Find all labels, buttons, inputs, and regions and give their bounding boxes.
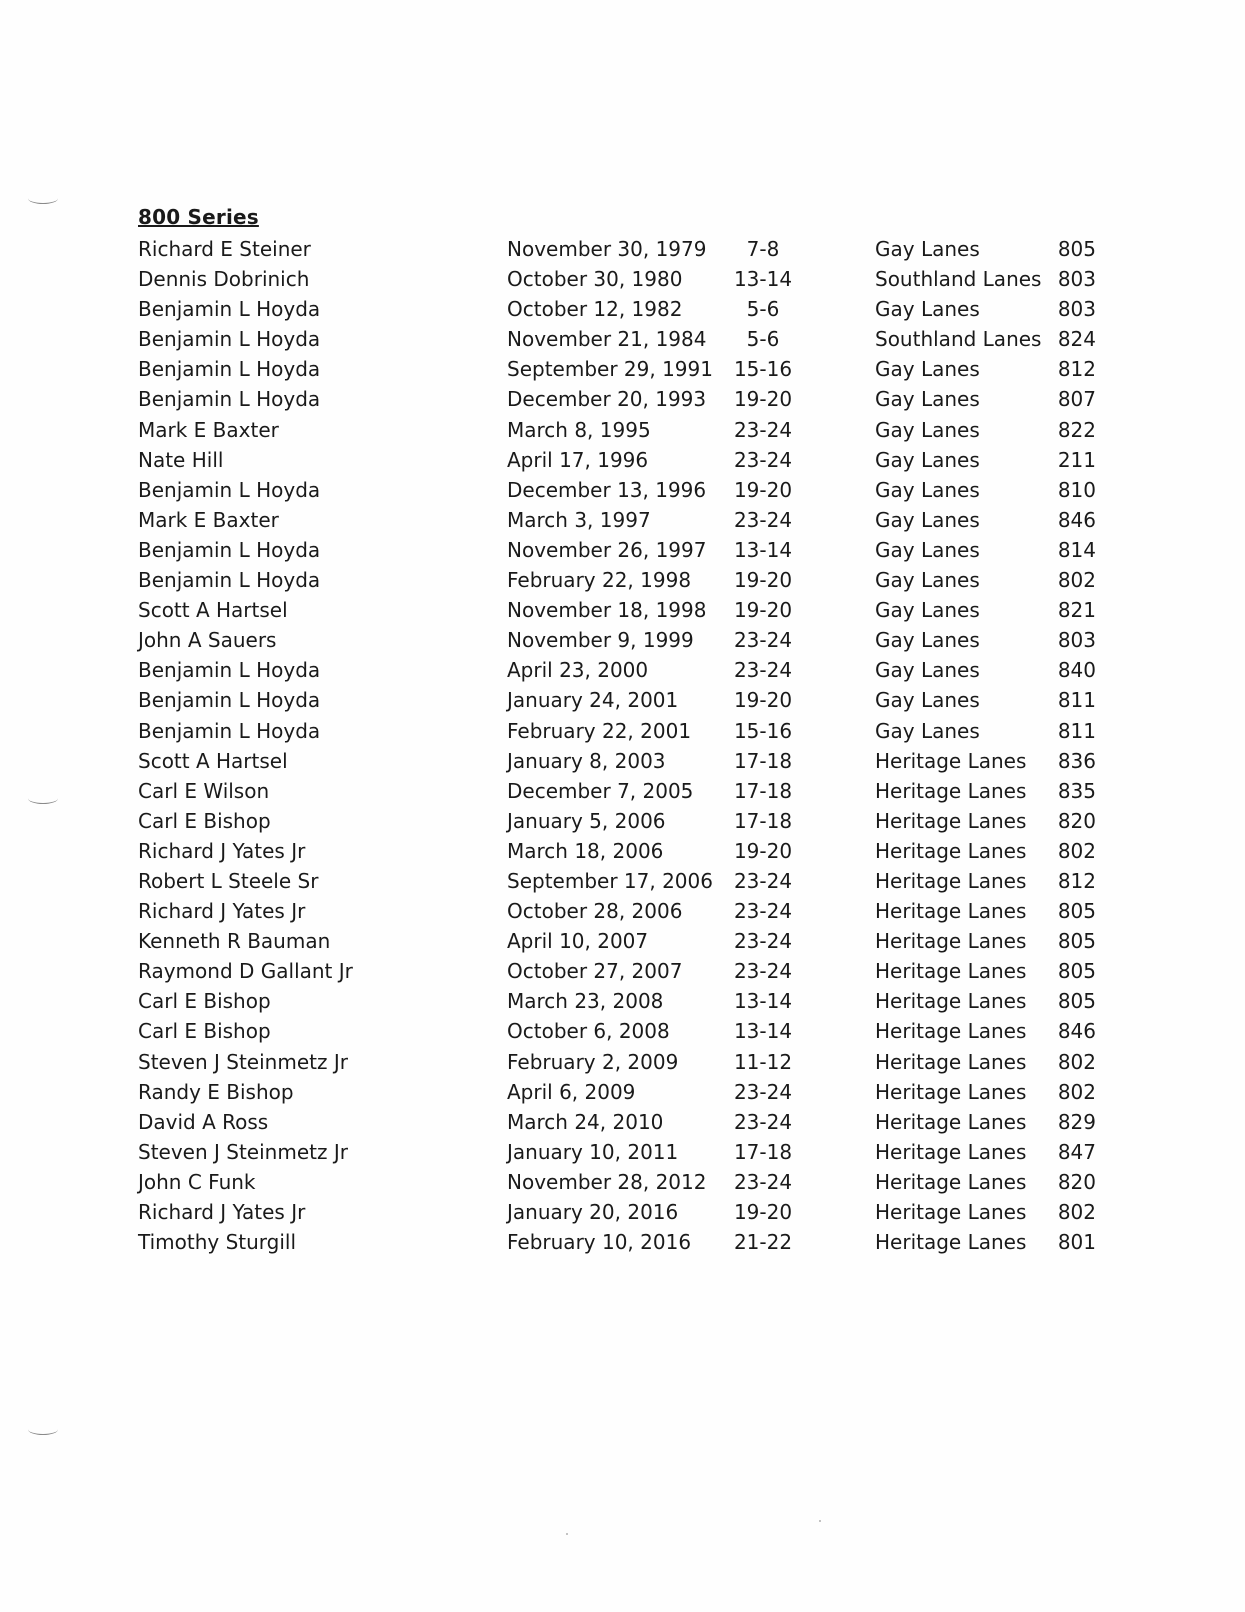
scan-speck: [566, 1533, 568, 1535]
series-date: February 2, 2009: [507, 1049, 679, 1074]
table-row: [0, 505, 1245, 535]
series-date: January 24, 2001: [507, 688, 679, 713]
game-numbers: 23-24: [733, 628, 793, 653]
bowler-name: Randy E Bishop: [138, 1079, 294, 1104]
lanes-name: Gay Lanes: [875, 357, 980, 382]
series-score: 803: [1057, 267, 1096, 292]
series-score: 811: [1057, 688, 1096, 713]
series-date: October 30, 1980: [507, 267, 683, 292]
series-score: 810: [1057, 477, 1096, 502]
lanes-name: Heritage Lanes: [875, 838, 1027, 863]
lanes-name: Heritage Lanes: [875, 1049, 1027, 1074]
table-row: [0, 1167, 1245, 1197]
page-title: 800 Series: [138, 205, 259, 229]
table-row: [0, 1107, 1245, 1137]
table-row: [0, 986, 1245, 1016]
bowler-name: Benjamin L Hoyda: [138, 477, 321, 502]
lanes-name: Heritage Lanes: [875, 989, 1027, 1014]
game-numbers: 17-18: [733, 1139, 793, 1164]
lanes-name: Gay Lanes: [875, 387, 980, 412]
table-row: [0, 445, 1245, 475]
series-date: February 10, 2016: [507, 1230, 692, 1255]
series-date: January 10, 2011: [507, 1139, 679, 1164]
lanes-name: Heritage Lanes: [875, 929, 1027, 954]
game-numbers: 19-20: [733, 688, 793, 713]
bowler-name: Scott A Hartsel: [138, 748, 288, 773]
table-row: [0, 896, 1245, 926]
table-row: [0, 415, 1245, 445]
series-score: 802: [1057, 1200, 1096, 1224]
table-row: [0, 625, 1245, 655]
bowler-name: Benjamin L Hoyda: [138, 718, 321, 743]
table-row: [0, 294, 1245, 324]
bowler-name: Scott A Hartsel: [138, 598, 288, 623]
bowler-name: Richard J Yates Jr: [138, 1200, 306, 1224]
series-date: December 13, 1996: [507, 477, 707, 502]
game-numbers: 19-20: [733, 838, 793, 863]
series-score: 822: [1057, 417, 1096, 442]
series-score: 814: [1057, 537, 1096, 562]
game-numbers: 23-24: [733, 868, 793, 893]
bowler-name: Carl E Wilson: [138, 778, 270, 803]
series-date: October 12, 1982: [507, 297, 683, 322]
table-row: [0, 685, 1245, 715]
series-score: 821: [1057, 598, 1096, 623]
game-numbers: 15-16: [733, 357, 793, 382]
table-row: [0, 354, 1245, 384]
lanes-name: Gay Lanes: [875, 718, 980, 743]
game-numbers: 23-24: [733, 507, 793, 532]
lanes-name: Heritage Lanes: [875, 1169, 1027, 1194]
lanes-name: Heritage Lanes: [875, 1019, 1027, 1044]
game-numbers: 13-14: [733, 537, 793, 562]
game-numbers: 23-24: [733, 447, 793, 472]
bowler-name: Benjamin L Hoyda: [138, 568, 321, 593]
table-row: [0, 1227, 1245, 1257]
table-row: [0, 806, 1245, 836]
table-row: [0, 836, 1245, 866]
hole-punch-mark-bottom: [28, 1424, 58, 1435]
game-numbers: 19-20: [733, 387, 793, 412]
game-numbers: 23-24: [733, 417, 793, 442]
series-score: 840: [1057, 658, 1096, 683]
bowler-name: Benjamin L Hoyda: [138, 357, 321, 382]
series-date: October 27, 2007: [507, 959, 683, 984]
bowler-name: Benjamin L Hoyda: [138, 387, 321, 412]
bowler-name: Dennis Dobrinich: [138, 267, 310, 292]
lanes-name: Gay Lanes: [875, 598, 980, 623]
table-row: [0, 926, 1245, 956]
table-row: [0, 1197, 1245, 1227]
series-date: March 18, 2006: [507, 838, 664, 863]
series-date: October 28, 2006: [507, 899, 683, 924]
table-row: [0, 655, 1245, 685]
game-numbers: 5-6: [746, 297, 780, 322]
series-score: 211: [1057, 447, 1096, 472]
bowler-name: Benjamin L Hoyda: [138, 327, 321, 352]
bowler-name: Steven J Steinmetz Jr: [138, 1139, 348, 1164]
bowler-name: Richard J Yates Jr: [138, 838, 306, 863]
series-date: April 23, 2000: [507, 658, 649, 683]
series-score: 805: [1057, 899, 1096, 924]
series-score: 805: [1057, 989, 1096, 1014]
lanes-name: Gay Lanes: [875, 417, 980, 442]
table-row: [0, 1016, 1245, 1046]
table-row: [0, 264, 1245, 294]
series-score: 807: [1057, 387, 1096, 412]
game-numbers: 23-24: [733, 1109, 793, 1134]
lanes-name: Heritage Lanes: [875, 778, 1027, 803]
lanes-name: Heritage Lanes: [875, 748, 1027, 773]
game-numbers: 13-14: [733, 267, 793, 292]
series-score: 836: [1057, 748, 1096, 773]
game-numbers: 15-16: [733, 718, 793, 743]
series-table: [0, 234, 1245, 1257]
series-date: November 21, 1984: [507, 327, 707, 352]
table-row: [0, 1077, 1245, 1107]
bowler-name: Carl E Bishop: [138, 1019, 271, 1044]
lanes-name: Heritage Lanes: [875, 1109, 1027, 1134]
series-date: April 10, 2007: [507, 929, 649, 954]
game-numbers: 11-12: [733, 1049, 793, 1074]
bowler-name: Carl E Bishop: [138, 808, 271, 833]
lanes-name: Gay Lanes: [875, 537, 980, 562]
series-date: March 8, 1995: [507, 417, 651, 442]
bowler-name: Carl E Bishop: [138, 989, 271, 1014]
lanes-name: Gay Lanes: [875, 297, 980, 322]
table-row: [0, 746, 1245, 776]
game-numbers: 13-14: [733, 989, 793, 1014]
bowler-name: Richard E Steiner: [138, 237, 311, 261]
bowler-name: Nate Hill: [138, 447, 224, 472]
lanes-name: Gay Lanes: [875, 237, 980, 261]
bowler-name: Steven J Steinmetz Jr: [138, 1049, 348, 1074]
series-date: September 17, 2006: [507, 868, 713, 893]
series-score: 812: [1057, 868, 1096, 893]
series-score: 802: [1057, 568, 1096, 593]
bowler-name: Robert L Steele Sr: [138, 868, 319, 893]
table-row: [0, 956, 1245, 986]
series-score: 811: [1057, 718, 1096, 743]
table-row: [0, 535, 1245, 565]
lanes-name: Heritage Lanes: [875, 899, 1027, 924]
bowler-name: John A Sauers: [138, 628, 277, 653]
table-row: [0, 595, 1245, 625]
bowler-name: Benjamin L Hoyda: [138, 537, 321, 562]
game-numbers: 5-6: [746, 327, 780, 352]
series-date: April 6, 2009: [507, 1079, 636, 1104]
lanes-name: Heritage Lanes: [875, 1139, 1027, 1164]
lanes-name: Gay Lanes: [875, 447, 980, 472]
table-row: [0, 475, 1245, 505]
game-numbers: 13-14: [733, 1019, 793, 1044]
table-row: [0, 1047, 1245, 1077]
series-score: 829: [1057, 1109, 1096, 1134]
game-numbers: 23-24: [733, 959, 793, 984]
game-numbers: 17-18: [733, 748, 793, 773]
lanes-name: Gay Lanes: [875, 628, 980, 653]
lanes-name: Gay Lanes: [875, 658, 980, 683]
lanes-name: Heritage Lanes: [875, 1230, 1027, 1255]
series-score: 820: [1057, 1169, 1096, 1194]
series-date: March 24, 2010: [507, 1109, 664, 1134]
series-date: November 9, 1999: [507, 628, 694, 653]
series-date: November 26, 1997: [507, 537, 707, 562]
series-date: December 7, 2005: [507, 778, 694, 803]
game-numbers: 19-20: [733, 477, 793, 502]
lanes-name: Southland Lanes: [875, 267, 1042, 292]
table-row: [0, 234, 1245, 264]
series-score: 812: [1057, 357, 1096, 382]
series-date: October 6, 2008: [507, 1019, 670, 1044]
bowler-name: John C Funk: [138, 1169, 256, 1194]
series-date: January 8, 2003: [507, 748, 666, 773]
series-date: November 30, 1979: [507, 237, 707, 261]
game-numbers: 23-24: [733, 658, 793, 683]
lanes-name: Heritage Lanes: [875, 1200, 1027, 1224]
game-numbers: 7-8: [746, 237, 780, 261]
series-score: 805: [1057, 959, 1096, 984]
table-row: [0, 866, 1245, 896]
bowler-name: David A Ross: [138, 1109, 269, 1134]
series-score: 847: [1057, 1139, 1096, 1164]
hole-punch-mark-top: [28, 193, 58, 204]
series-score: 846: [1057, 1019, 1096, 1044]
game-numbers: 23-24: [733, 929, 793, 954]
series-date: January 20, 2016: [507, 1200, 679, 1224]
series-score: 802: [1057, 838, 1096, 863]
series-score: 824: [1057, 327, 1096, 352]
series-score: 835: [1057, 778, 1096, 803]
series-score: 820: [1057, 808, 1096, 833]
bowler-name: Richard J Yates Jr: [138, 899, 306, 924]
lanes-name: Gay Lanes: [875, 688, 980, 713]
bowler-name: Timothy Sturgill: [138, 1230, 297, 1255]
lanes-name: Heritage Lanes: [875, 959, 1027, 984]
scan-speck: [819, 1520, 821, 1522]
game-numbers: 23-24: [733, 1079, 793, 1104]
series-score: 846: [1057, 507, 1096, 532]
series-date: February 22, 2001: [507, 718, 692, 743]
lanes-name: Gay Lanes: [875, 568, 980, 593]
game-numbers: 17-18: [733, 808, 793, 833]
series-score: 805: [1057, 237, 1096, 261]
lanes-name: Heritage Lanes: [875, 868, 1027, 893]
table-row: [0, 776, 1245, 806]
bowler-name: Benjamin L Hoyda: [138, 688, 321, 713]
series-score: 803: [1057, 297, 1096, 322]
game-numbers: 17-18: [733, 778, 793, 803]
game-numbers: 21-22: [733, 1230, 793, 1255]
series-score: 805: [1057, 929, 1096, 954]
table-row: [0, 1137, 1245, 1167]
series-date: March 3, 1997: [507, 507, 651, 532]
bowler-name: Kenneth R Bauman: [138, 929, 331, 954]
game-numbers: 19-20: [733, 598, 793, 623]
series-date: January 5, 2006: [507, 808, 666, 833]
series-date: November 18, 1998: [507, 598, 707, 623]
series-score: 803: [1057, 628, 1096, 653]
bowler-name: Raymond D Gallant Jr: [138, 959, 353, 984]
game-numbers: 19-20: [733, 1200, 793, 1224]
lanes-name: Heritage Lanes: [875, 1079, 1027, 1104]
table-row: [0, 324, 1245, 354]
game-numbers: 23-24: [733, 1169, 793, 1194]
game-numbers: 23-24: [733, 899, 793, 924]
bowler-name: Mark E Baxter: [138, 507, 279, 532]
table-row: [0, 716, 1245, 746]
series-date: November 28, 2012: [507, 1169, 707, 1194]
series-date: September 29, 1991: [507, 357, 713, 382]
lanes-name: Gay Lanes: [875, 477, 980, 502]
bowler-name: Benjamin L Hoyda: [138, 658, 321, 683]
table-row: [0, 384, 1245, 414]
series-score: 802: [1057, 1049, 1096, 1074]
bowler-name: Mark E Baxter: [138, 417, 279, 442]
lanes-name: Southland Lanes: [875, 327, 1042, 352]
series-date: April 17, 1996: [507, 447, 649, 472]
lanes-name: Heritage Lanes: [875, 808, 1027, 833]
table-row: [0, 565, 1245, 595]
series-date: February 22, 1998: [507, 568, 692, 593]
series-score: 801: [1057, 1230, 1096, 1255]
series-score: 802: [1057, 1079, 1096, 1104]
bowler-name: Benjamin L Hoyda: [138, 297, 321, 322]
lanes-name: Gay Lanes: [875, 507, 980, 532]
series-date: December 20, 1993: [507, 387, 707, 412]
game-numbers: 19-20: [733, 568, 793, 593]
series-date: March 23, 2008: [507, 989, 664, 1014]
